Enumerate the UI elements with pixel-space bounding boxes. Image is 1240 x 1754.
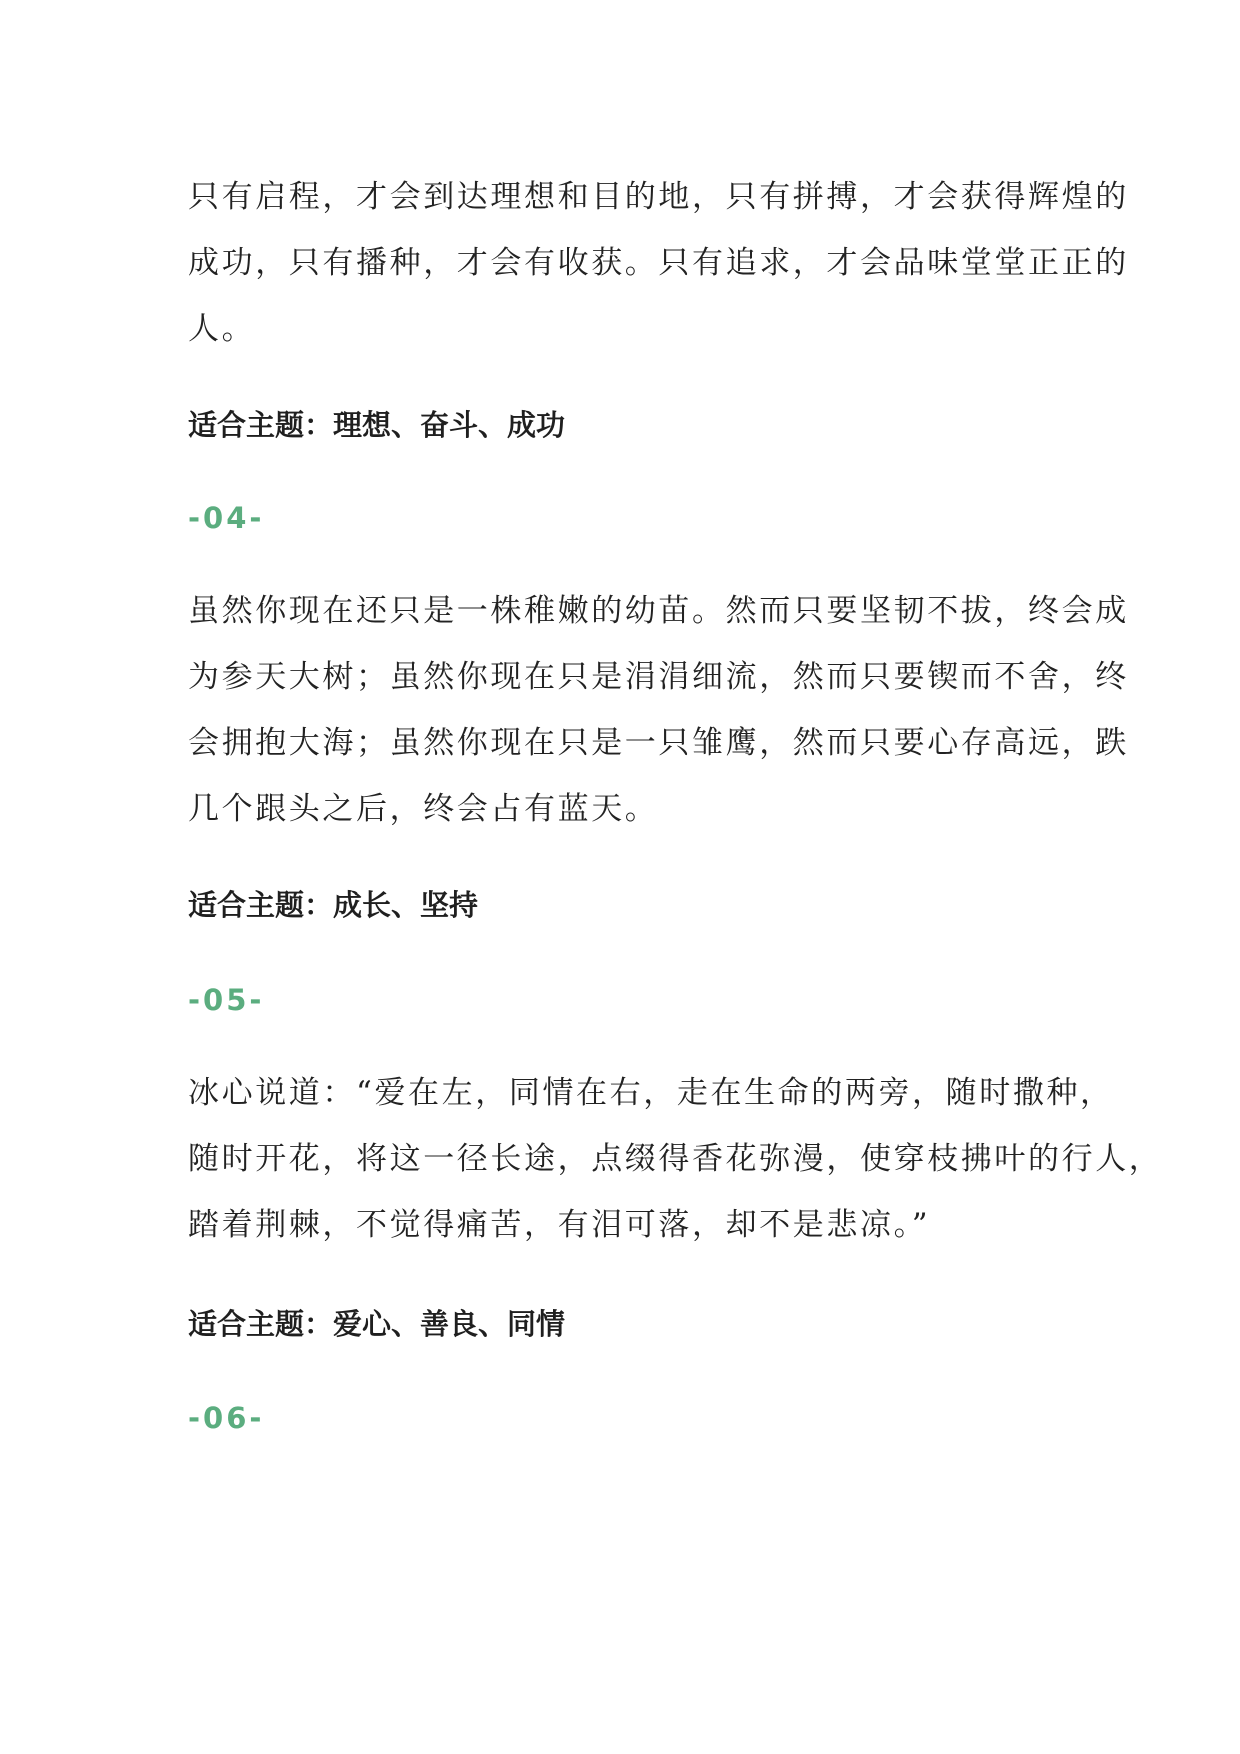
paragraph-line: 随时开花，将这一径长途，点缀得香花弥漫，使穿枝拂叶的行人， (188, 1141, 1163, 1177)
paragraph-line: 会拥抱大海；虽然你现在只是一只雏鹰，然而只要心存高远，跌 (188, 725, 1129, 761)
theme-label-ideal: 适合主题：理想、奋斗、成功 (188, 408, 566, 442)
paragraph-line: 虽然你现在还只是一株稚嫩的幼苗。然而只要坚韧不拔，终会成 (188, 593, 1129, 629)
document-page (188, 0, 1163, 1754)
paragraph-growth (188, 578, 1129, 842)
paragraph-line: 只有启程，才会到达理想和目的地，只有拼搏，才会获得辉煌的 (188, 179, 1129, 215)
paragraph-line: 成功，只有播种，才会有收获。只有追求，才会品味堂堂正正的 (188, 245, 1129, 281)
section-number-04: -04- (188, 501, 265, 535)
paragraph-love (188, 1060, 1163, 1258)
section-number-05: -05- (188, 983, 265, 1017)
theme-label-growth: 适合主题：成长、坚持 (188, 888, 479, 922)
theme-label-love: 适合主题：爱心、善良、同情 (188, 1307, 566, 1341)
paragraph-line: 人。 (188, 311, 256, 347)
paragraph-ideal (188, 164, 1129, 362)
paragraph-line: 为参天大树；虽然你现在只是涓涓细流，然而只要锲而不舍，终 (188, 659, 1129, 695)
section-number-06: -06- (188, 1401, 265, 1435)
paragraph-line: 几个跟头之后，终会占有蓝天。 (188, 791, 659, 827)
paragraph-line: 冰心说道：“爱在左，同情在右，走在生命的两旁，随时撒种， (188, 1075, 1114, 1111)
paragraph-line: 踏着荆棘，不觉得痛苦，有泪可落，却不是悲凉。” (188, 1207, 931, 1243)
